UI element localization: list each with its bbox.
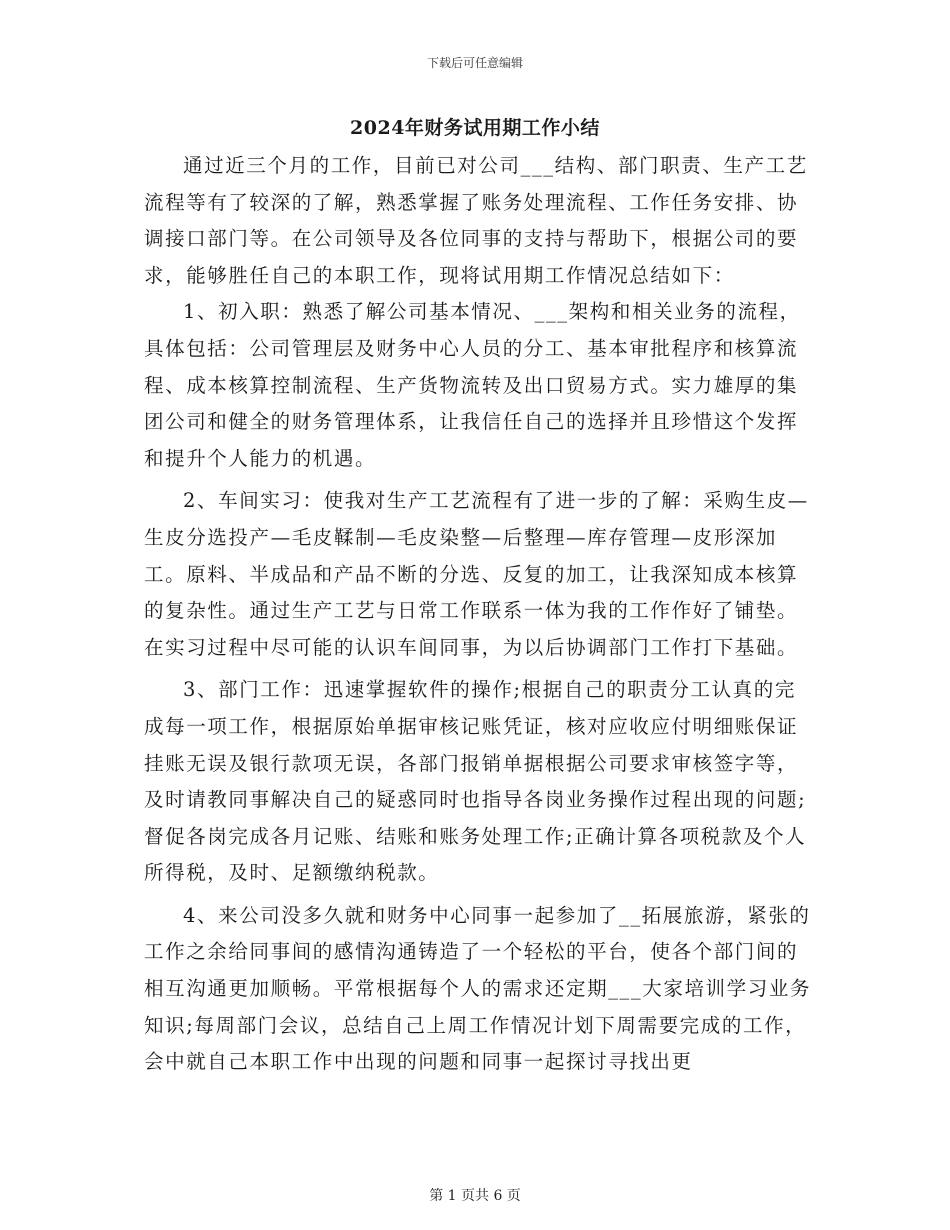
paragraph-item-2: 2、车间实习：使我对生产工艺流程有了进一步的了解：采购生皮—生皮分选投产—毛皮鞣制—毛皮染整—后整理—库存管理—皮形深加工。原料、半成品和产品不断的分选、反复的加工，让我深知成本核算的复杂性。通过生产工艺与日常工作联系一体为我的工作作好了铺垫。在实习过程中尽可能的认识车间同事，为以后协调部门工作打下基础。 (144, 489, 809, 659)
paragraph-intro: 通过近三个月的工作，目前已对公司___结构、部门职责、生产工艺流程等有了较深的了解，熟悉掌握了账务处理流程、工作任务安排、协调接口部门等。在公司领导及各位同事的支持与帮助下，根据公司的要求，能够胜任自己的本职工作，现将试用期工作情况总结如下： (144, 154, 808, 287)
paragraph-item-3: 3、部门工作：迅速掌握软件的操作;根据自己的职责分工认真的完成每一项工作，根据原始单据审核记账凭证，核对应收应付明细账保证挂账无误及银行款项无误，各部门报销单据根据公司要求审核签字等，及时请教同事解决自己的疑惑同时也指导各岗业务操作过程出现的问题;督促各岗完成各月记账、结账和账务处理工作;正确计算各项税款及个人所得税，及时、足额缴纳税款。 (144, 678, 807, 885)
page-number: 第 1 页共 6 页 (429, 1188, 521, 1204)
document-title: 2024年财务试用期工作小结 (350, 117, 600, 139)
header-note: 下载后可任意编辑 (426, 56, 523, 70)
paragraph-item-1: 1、初入职：熟悉了解公司基本情况、___架构和相关业务的流程，具体包括：公司管理层及财务中心人员的分工、基本审批程序和核算流程、成本核算控制流程、生产货物流转及出口贸易方式。实力雄厚的集团公司和健全的财务管理体系，让我信任自己的选择并且珍惜这个发挥和提升个人能力的机遇。 (144, 300, 801, 470)
paragraph-item-4: 4、来公司没多久就和财务中心同事一起参加了__拓展旅游，紧张的工作之余给同事间的感情沟通铸造了一个轻松的平台，使各个部门间的相互沟通更加顺畅。平常根据每个人的需求还定期___大家培训学习业务知识;每周部门会议，总结自己上周工作情况计划下周需要完成的工作，会中就自己本职工作中出现的问题和同事一起探讨寻找出更 (144, 903, 812, 1074)
document-body (144, 148, 812, 1081)
